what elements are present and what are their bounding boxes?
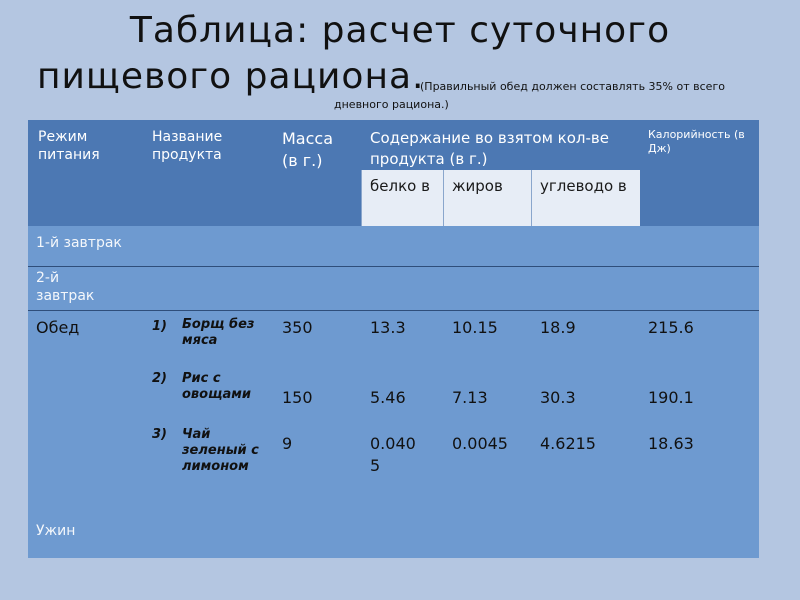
- subheader-protein-cell: [361, 170, 444, 227]
- row-label-lunch: Обед: [36, 318, 80, 337]
- row-dinner: [28, 512, 759, 558]
- row-breakfast-2: [28, 266, 759, 310]
- lunch-item-mass: 9: [282, 434, 293, 453]
- subheader-protein: белко в: [370, 177, 430, 195]
- table-header: [28, 120, 759, 226]
- header-mass: Масса (в г.): [282, 129, 334, 170]
- lunch-item-calories: 215.6: [648, 318, 694, 337]
- lunch-item-name: Рис с овощами: [182, 371, 251, 402]
- title-line-1: Таблица: расчет суточного: [129, 10, 671, 51]
- lunch-item-name: Чай зеленый с лимоном: [182, 427, 259, 474]
- header-calories: Калорийность (в Дж): [648, 128, 745, 155]
- lunch-item-protein: 5.46: [370, 388, 406, 407]
- row-lunch: [28, 310, 759, 512]
- lunch-item-fat: 7.13: [452, 388, 488, 407]
- lunch-item-carbs: 18.9: [540, 318, 576, 337]
- header-content: Содержание во взятом кол-ве продукта (в г.): [370, 129, 609, 168]
- lunch-item-carbs: 4.6215: [540, 434, 596, 453]
- row-breakfast-1: [28, 226, 759, 266]
- header-product: Название продукта: [152, 129, 223, 163]
- title-note-2: дневного рациона.): [334, 98, 449, 111]
- row-label-dinner: Ужин: [36, 523, 76, 539]
- subheader-fat: жиров: [452, 177, 503, 195]
- title-line-2: пищевого рациона.: [37, 56, 425, 97]
- header-regime: Режим питания: [38, 129, 100, 163]
- lunch-item-number: 1): [152, 319, 167, 334]
- lunch-item-fat: 0.0045: [452, 434, 508, 453]
- lunch-item-number: 3): [152, 427, 167, 442]
- ration-table: [28, 120, 759, 558]
- lunch-item-fat: 10.15: [452, 318, 498, 337]
- title-note-1: (Правильный обед должен составлять 35% от всего: [420, 80, 725, 93]
- lunch-item-mass: 350: [282, 318, 313, 337]
- subheader-fat-cell: [443, 170, 532, 227]
- lunch-item-number: 2): [152, 371, 167, 386]
- lunch-item-carbs: 30.3: [540, 388, 576, 407]
- lunch-item-protein: 13.3: [370, 318, 406, 337]
- row-label-breakfast-2: 2-й завтрак: [36, 270, 95, 304]
- row-label-breakfast-1: 1-й завтрак: [36, 235, 122, 251]
- lunch-item-name: Борщ без мяса: [182, 317, 255, 348]
- subheader-carbs-cell: [531, 170, 640, 227]
- lunch-item-calories: 18.63: [648, 434, 694, 453]
- lunch-item-protein: 0.040 5: [370, 434, 416, 475]
- lunch-item-mass: 150: [282, 388, 313, 407]
- lunch-item-calories: 190.1: [648, 388, 694, 407]
- subheader-carbs: углеводо в: [540, 177, 627, 195]
